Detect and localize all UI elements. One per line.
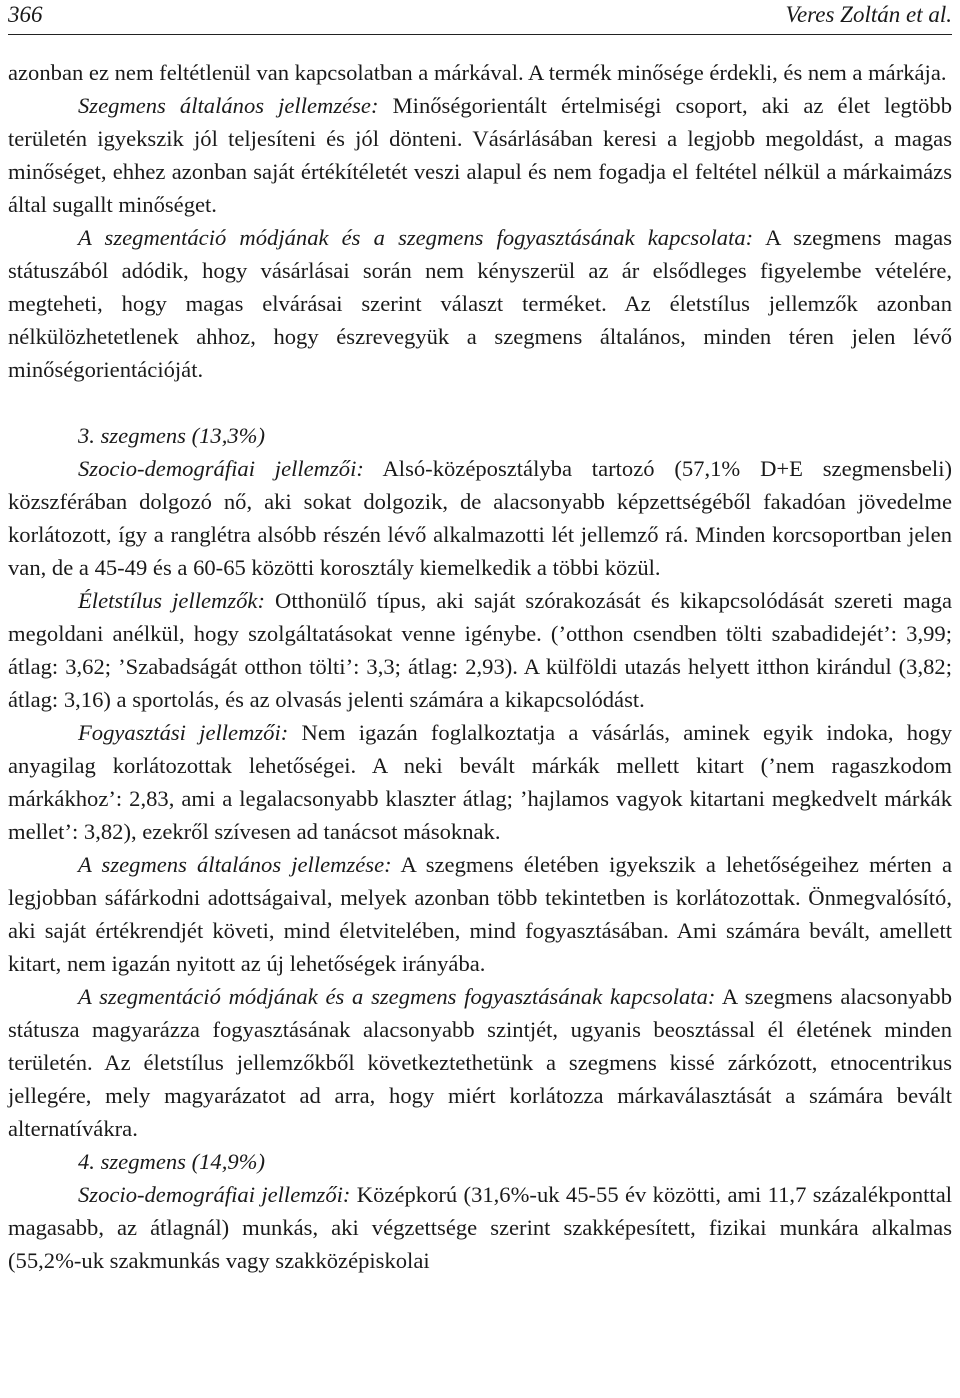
paragraph-text: Középkorú (31,6%-uk 45-55 év közötti, ami 11,7 százalékponttal magasabb, az átlagnál) munkás, aki végzettsége szerint szakképesített, fizikai munkára alkalmas (55,2%-uk szakmunkás vagy szakközépiskolai <box>8 1182 953 1273</box>
paragraph <box>8 89 952 221</box>
paragraph-text: A szegmens alacsonyabb státusza magyarázza fogyasztásának alacsonyabb szintjét, ugyanis beosztással él életének minden területén. Az életstílus jellemzőkből következtethetünk a szegmens kissé zárkózott, etnocentrikus jellegére, mely magyarázatot ad arra, hogy miért korlátozza márkaválasztását a számára bevált alternatívákra. <box>8 984 952 1141</box>
paragraph <box>8 848 952 980</box>
paragraph <box>8 221 952 386</box>
paragraph-text: Minőségorientált értelmiségi csoport, aki az élet legtöbb területén igyekszik jól teljesíteni és jól dönteni. Vásárlásában keresi a legjobb megoldást, a magas minőséget, ehhez azonban saját értékítéletét veszi alapul és nem fogadja el feltétel nélkül a márkaimázs által sugallt minőséget. <box>8 93 953 217</box>
paragraph <box>8 1178 952 1277</box>
section-heading: 3. szegmens (13,3%) <box>78 423 265 448</box>
page-body <box>8 56 952 1277</box>
running-header <box>8 0 952 35</box>
section-heading: 4. szegmens (14,9%) <box>78 1149 265 1174</box>
paragraph <box>8 584 952 716</box>
paragraph-text: A szegmens magas státuszából adódik, hogy vásárlásai során nem kényszerül az ár elsődleges figyelembe vételére, megteheti, hogy magas elvárásai szerint választ terméket. Az életstílus jellemzők azonban nélkülözhetetlenek ahhoz, hogy észrevegyük a szegmens általános, minden téren jelen lévő minőségorientációját. <box>8 225 952 382</box>
paragraph-text: A szegmens életében igyekszik a lehetőségeihez mérten a legjobban sáfárkodni adottságaival, melyek azonban több tekintetben is korlátozottak. Önmegvalósító, aki saját értékrendjét követi, mind életvitelében, mind fogyasztásában. Ami számára bevált, amellett kitart, nem igazán nyitott az új lehetőségek irányába. <box>8 852 952 976</box>
paragraph-label: Szegmens általános jellemzése: <box>78 93 379 118</box>
paragraph-label: Fogyasztási jellemzői: <box>78 720 289 745</box>
paragraph-label: A szegmentáció módjának és a szegmens fogyasztásának kapcsolata: <box>78 984 716 1009</box>
paragraph <box>8 980 952 1145</box>
paragraph-label: A szegmens általános jellemzése: <box>78 852 392 877</box>
paragraph-label: Szocio-demográfiai jellemzői: <box>78 1182 351 1207</box>
running-title: Veres Zoltán et al. <box>785 2 952 27</box>
paragraph-text: Alsó-középosztályba tartozó (57,1% D+E szegmensbeli) közszférában dolgozó nő, aki sokat dolgozik, de alacsonyabb képzettségéből fakadóan jövedelme korlátozott, így a ranglétra alsóbb részén lévő alkalmazotti lét jellemző rá. Minden korcsoportban jelen van, de a 45-49 és a 60-65 közötti korosztály kiemelkedik a többi közül. <box>8 456 953 580</box>
page-number: 366 <box>8 2 43 27</box>
paragraph-label: Szocio-demográfiai jellemzői: <box>78 456 364 481</box>
paragraph <box>8 716 952 848</box>
paragraph-text: Nem igazán foglalkoztatja a vásárlás, aminek egyik indoka, hogy anyagilag korlátozottak lehetőségei. A neki bevált márkák mellett kitart (’nem ragaszkodom márkákhoz’: 2,83, ami a legalacsonyabb klaszter átlag; ’hajlamos vagyok kitartani megkedvelt márkák mellet’: 3,82), ezekről szívesen ad tanácsot másoknak. <box>8 720 952 844</box>
paragraph-text: Otthonülő típus, aki saját szórakozását és kikapcsolódását szereti maga megoldani anélkül, hogy szolgáltatásokat venne igénybe. (’otthon csendben tölti szabadidejét’: 3,99; átlag: 3,62; ’Szabadságát otthon tölti’: 3,3; átlag: 2,93). A külföldi utazás helyett itthon kirándul (3,82; átlag: 3,16) a sportolás, és az olvasás jelenti számára a kikapcsolódást. <box>8 588 952 712</box>
paragraph-label: Életstílus jellemzők: <box>78 588 265 613</box>
paragraph <box>8 452 952 584</box>
paragraph: azonban ez nem feltétlenül van kapcsolatban a márkával. A termék minősége érdekli, és nem a márkája. <box>8 60 947 85</box>
paragraph-label: A szegmentáció módjának és a szegmens fogyasztásának kapcsolata: <box>78 225 754 250</box>
